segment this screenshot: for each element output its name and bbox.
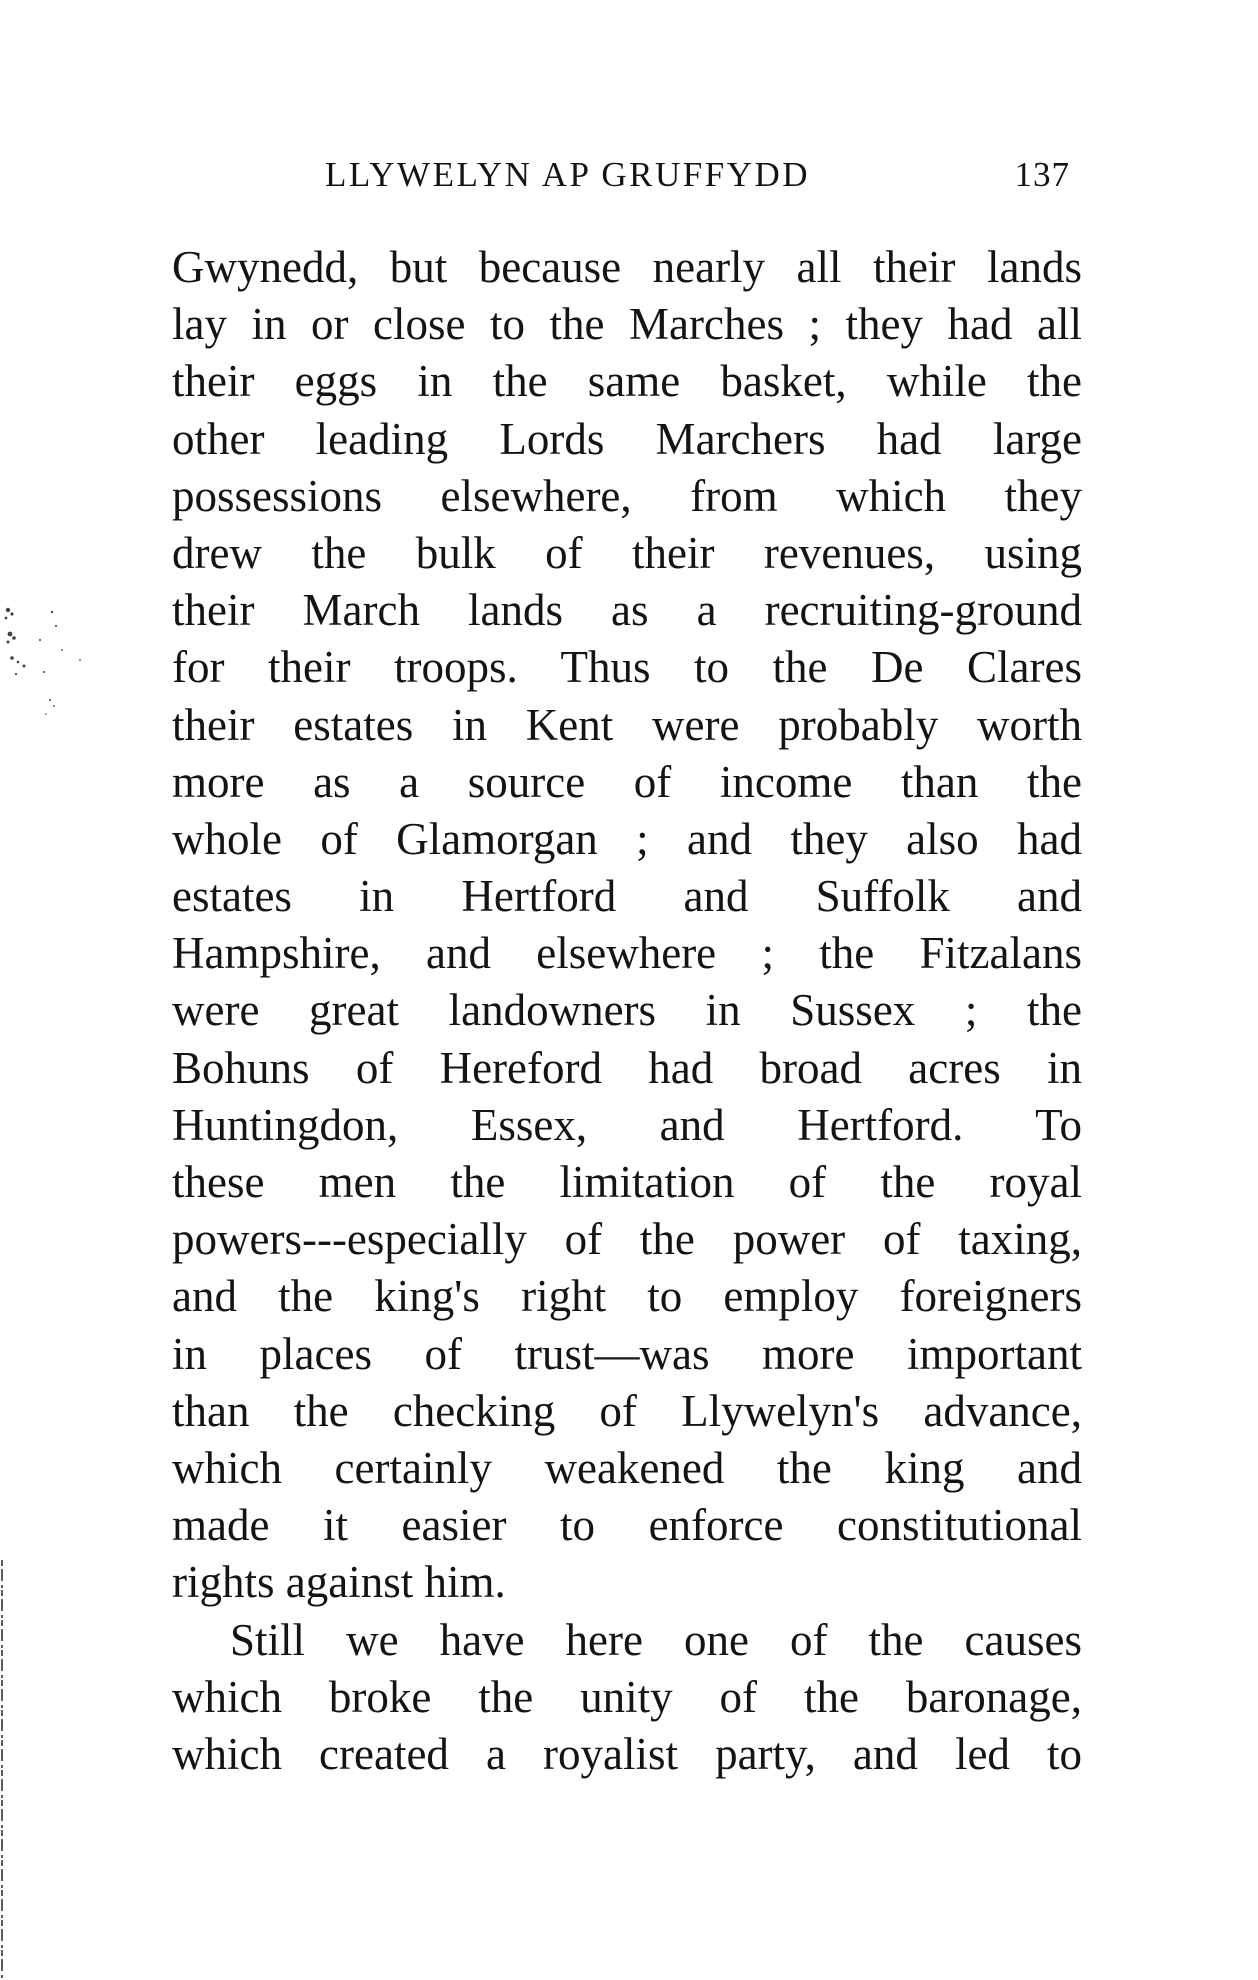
text-line: Hampshire, and elsewhere ; the Fitzalans (172, 928, 1082, 979)
paragraph (172, 1612, 1082, 1784)
text-line: these men the limitation of the royal (172, 1157, 1082, 1207)
text-line: their eggs in the same basket, while the (172, 356, 1082, 407)
text-line: than the checking of Llywelyn's advance, (172, 1385, 1082, 1436)
paragraph (172, 239, 1082, 1612)
text-line: whole of Glamorgan ; and they also had (172, 813, 1082, 864)
running-title: LLYWELYN AP GRUFFYDD (325, 155, 811, 194)
text-line: made it easier to enforce constitutional (172, 1500, 1082, 1551)
scan-edge (0, 1560, 4, 1980)
text-line: in places of trust—was more important (172, 1328, 1082, 1379)
text-line: for their troops. Thus to the De Clares (172, 642, 1082, 693)
text-line: estates in Hertford and Suffolk and (172, 871, 1082, 922)
text-line: drew the bulk of their revenues, using (172, 527, 1082, 578)
text-line: Gwynedd, but because nearly all their lands (172, 242, 1082, 292)
text-line: their estates in Kent were probably worth (172, 699, 1082, 750)
text-line: lay in or close to the Marches ; they had all (172, 299, 1082, 350)
text-line: which broke the unity of the baronage, (172, 1671, 1082, 1722)
text-line: possessions elsewhere, from which they (172, 470, 1082, 521)
text-line: Still we have here one of the causes (230, 1614, 1082, 1665)
text-line: rights against him. (172, 1557, 506, 1608)
text-line: Bohuns of Hereford had broad acres in (172, 1042, 1082, 1093)
text-line: powers---especially of the power of taxing, (172, 1214, 1082, 1265)
text-line: their March lands as a recruiting-ground (172, 585, 1082, 636)
page-number: 137 (1014, 155, 1070, 194)
running-head (325, 150, 1070, 200)
text-line: Huntingdon, Essex, and Hertford. To (172, 1099, 1082, 1150)
text-line: were great landowners in Sussex ; the (172, 985, 1082, 1036)
body-text (172, 239, 1082, 1783)
text-line: more as a source of income than the (172, 756, 1082, 807)
scan-specks (0, 590, 100, 790)
text-line: other leading Lords Marchers had large (172, 413, 1082, 464)
text-line: and the king's right to employ foreigners (172, 1271, 1082, 1322)
text-line: which certainly weakened the king and (172, 1442, 1082, 1493)
text-line: which created a royalist party, and led to (172, 1728, 1082, 1779)
